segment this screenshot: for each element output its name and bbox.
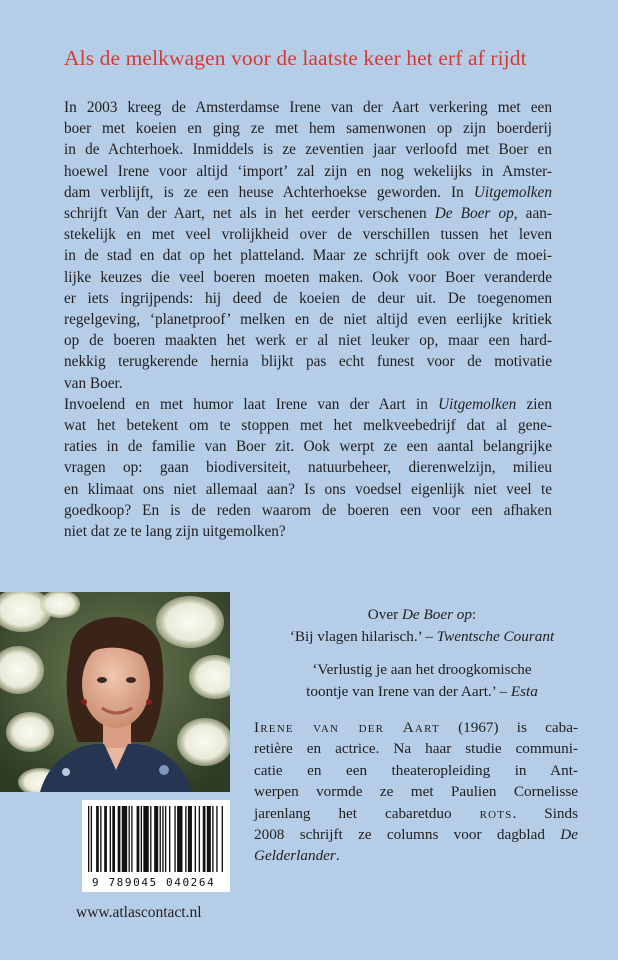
barcode-bar	[169, 806, 170, 872]
bio-line	[254, 781, 578, 802]
barcode-bar	[222, 806, 223, 872]
bio-text: . Sinds	[512, 804, 579, 822]
book-title: Uitgemolken	[438, 395, 517, 413]
blurb-line	[64, 118, 552, 139]
blurb-text: er iets ingrijpends: hij deed de koeien de deur uit. De toegenomen	[64, 289, 552, 307]
blurb-line	[64, 500, 552, 521]
barcode-bar	[162, 806, 163, 872]
barcode-bar	[174, 806, 175, 872]
bio-text: (1967) is caba-	[439, 719, 579, 736]
blurb-line	[64, 97, 552, 118]
blurb-line	[64, 415, 552, 436]
quote-2-line-1: ‘Verlustig je aan het droogkomische	[312, 661, 532, 678]
blurb-text: In 2003 kreeg de Amsterdamse Irene van der Aart verkering met een	[64, 99, 552, 116]
bio-text: werpen vormde ze met Paulien Cornelisse	[254, 783, 578, 801]
book-title: Uitgemolken	[473, 183, 552, 201]
blurb-line	[64, 436, 552, 457]
newspaper-title: De	[560, 826, 578, 844]
barcode-bar	[104, 806, 107, 872]
blurb-line	[64, 457, 552, 478]
blurb-text: nekkig terugkerende hernia blijkt pas echt funest voor de motivatie	[64, 353, 552, 371]
publisher-website[interactable]: www.atlascontact.nl	[76, 904, 202, 921]
isbn-digits: 9 789045 040264	[92, 876, 216, 889]
bio-text: retière en actrice. Na haar studie communi-	[254, 740, 578, 758]
blurb-line	[64, 309, 552, 330]
blurb-text: raties in de familie van Boer zit. Ook werpt ze een aantal belangrijke	[64, 438, 552, 456]
name-smallcaps: Irene van der Aart	[254, 719, 440, 736]
blurb-line	[64, 288, 552, 309]
blurb-text: , aan-	[513, 205, 552, 223]
bio-line	[254, 717, 578, 738]
blurb-text: van Boer.	[64, 374, 123, 392]
bio-line	[254, 738, 578, 759]
blurb-text: zien	[516, 395, 552, 413]
blurb-text: stekelijk en met veel vrolijkheid over de verschillen tussen het leven	[64, 226, 552, 244]
blurb-text: lijke keuzes die veel boeren moeten maken. Ook voor Boer veranderde	[64, 268, 552, 286]
barcode-bar	[188, 806, 192, 872]
barcode-bar	[207, 806, 211, 872]
bio-line	[254, 760, 578, 781]
blurb-text: in de stad en dat op het platteland. Maar ze schrijft ook over de moei-	[64, 247, 552, 265]
newspaper-title: Gelderlander	[254, 847, 336, 865]
barcode-bar	[141, 806, 142, 872]
barcode-bars	[82, 800, 230, 876]
barcode-bar	[118, 806, 121, 872]
blurb-line	[64, 224, 552, 245]
blurb-line	[64, 373, 552, 394]
barcode-bar	[91, 806, 92, 872]
bio-text: .	[335, 847, 340, 865]
blurb-text: dam verblijft, is ze een heuse Achterhoekse geworden. In	[64, 183, 474, 201]
barcode-bar	[100, 806, 101, 872]
blurb-line	[64, 351, 552, 372]
barcode-bar	[110, 806, 111, 872]
blurb-text: op de boeren maakten het werk er al niet leuker op, maar een hard-	[64, 332, 552, 350]
book-title: De Boer op	[434, 205, 514, 223]
barcode-bar	[154, 806, 158, 872]
barcode-bar	[88, 806, 89, 872]
barcode-bar	[96, 806, 99, 872]
blurb-line	[64, 139, 552, 160]
blurb-text: vragen op: gaan biodiversiteit, natuurbeheer, dierenwelzijn, milieu	[64, 459, 552, 477]
blurb-text: goedkoop? En is de reden waarom de boeren een voor een afhaken	[64, 501, 552, 519]
barcode-bar	[131, 806, 132, 872]
blurb-line	[64, 479, 552, 500]
blurb	[64, 97, 552, 542]
blurb-text: hoewel Irene voor altijd ‘import’ zal zijn en nog wekelijks in Amster-	[64, 162, 552, 180]
blurb-text: in de Achterhoek. Inmiddels is ze zeventien jaar verloofd met Boer en	[64, 141, 552, 159]
barcode-bar	[195, 806, 196, 872]
barcode-bar	[185, 806, 186, 872]
bio-text: 2008 schrijft ze columns voor dagblad	[254, 826, 561, 844]
blurb-line	[64, 394, 552, 415]
author-bio	[254, 717, 578, 867]
isbn-barcode	[82, 800, 230, 892]
barcode-bar	[143, 806, 148, 872]
blurb-text: schrijft Van der Aart, net als in het eerder verschenen	[64, 205, 435, 223]
barcode-bar	[160, 806, 161, 872]
blurb-text: boer met koeien en ging ze met hem samenwonen op zijn boerderij	[64, 120, 552, 138]
barcode-bar	[212, 806, 213, 872]
quote-intro: Over De Boer op:	[367, 606, 477, 623]
author-portrait-illustration	[0, 592, 230, 792]
review-quotes	[232, 604, 612, 702]
barcode-bar	[122, 806, 127, 872]
barcode-bar	[216, 806, 217, 872]
blurb-line	[64, 203, 552, 224]
bio-line	[254, 803, 578, 824]
blurb-line	[64, 182, 552, 203]
blurb-line	[64, 330, 552, 351]
barcode-bar	[165, 806, 166, 872]
bio-text: jarenlang het cabaretduo	[254, 804, 480, 822]
headline: Als de melkwagen voor de laatste keer het erf af rijdt	[64, 46, 527, 70]
blurb-text: Invoelend en met humor laat Irene van der Aart in	[64, 395, 439, 413]
author-photo	[0, 592, 230, 792]
bio-line	[254, 824, 578, 845]
name-smallcaps: rots	[479, 804, 513, 822]
blurb-line	[64, 267, 552, 288]
barcode-bar	[203, 806, 206, 872]
blurb-text: regelgeving, ‘planetproof’ melken en de niet altijd even eerlijke kritiek	[64, 311, 552, 329]
blurb-line	[64, 521, 552, 542]
blurb-text: en klimaat ons niet allemaal aan? Is ons voedsel eigenlijk niet veel te	[64, 480, 552, 498]
barcode-bar	[112, 806, 115, 872]
bio-line	[254, 845, 578, 866]
blurb-line	[64, 245, 552, 266]
barcode-bar	[137, 806, 140, 872]
barcode-bar	[199, 806, 200, 872]
quote-1: ‘Bij vlagen hilarisch.’ – Twentsche Courant	[289, 627, 555, 645]
barcode-bar	[150, 806, 151, 872]
blurb-text: niet dat ze te lang zijn uitgemolken?	[64, 523, 286, 541]
quote-2-line-2: toontje van Irene van der Aart.’ – Esta	[306, 682, 538, 700]
barcode-bar	[177, 806, 182, 872]
bio-text: catie en een theateropleiding in Ant-	[254, 761, 578, 779]
blurb-text: wat het betekent om te stoppen met het melkveebedrijf dat al gene-	[64, 417, 552, 435]
blurb-line	[64, 161, 552, 182]
barcode-bar	[129, 806, 130, 872]
